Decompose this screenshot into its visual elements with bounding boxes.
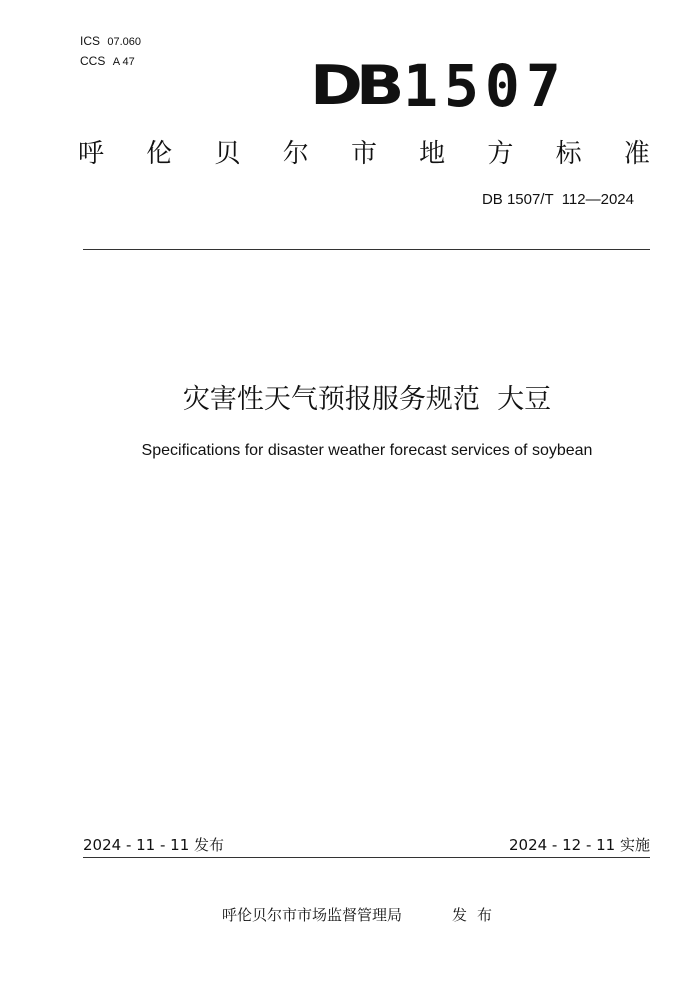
- standard-type-char: 伦: [146, 139, 173, 169]
- standard-type-char: 呼: [78, 139, 105, 169]
- standard-type-char: 标: [555, 139, 582, 169]
- standard-type-char: 贝: [214, 139, 241, 169]
- implement-date: 2024 - 12 - 11 实施: [508, 836, 650, 854]
- ics-code: 07.060: [107, 36, 142, 48]
- publish-label: 发布: [452, 906, 503, 924]
- standard-type-char: 地: [419, 139, 446, 169]
- document-title-english: Specifications for disaster weather forecast services of soybean: [141, 442, 593, 459]
- ccs-label: CCS: [80, 54, 106, 68]
- standard-type-char: 市: [350, 139, 377, 169]
- db-logo: [310, 52, 567, 120]
- standard-type-heading: [78, 136, 650, 176]
- issue-date: 2024 - 11 - 11 发布: [83, 836, 225, 854]
- footer-divider: [83, 857, 650, 858]
- db-logo-number: 1507: [403, 52, 567, 120]
- header-divider: [83, 249, 650, 250]
- standard-type-char: 准: [623, 139, 650, 169]
- ccs-line: [80, 54, 135, 69]
- ics-label: ICS: [80, 34, 101, 48]
- document-title-chinese: 灾害性天气预报服务规范 大豆: [182, 384, 552, 415]
- standard-code: DB 1507/T 112—2024: [481, 191, 634, 208]
- standard-type-char: 尔: [282, 139, 309, 169]
- ccs-code: A 47: [112, 56, 135, 68]
- standard-type-char: 方: [487, 139, 514, 169]
- publisher-name: 呼伦贝尔市市场监督管理局: [222, 906, 403, 924]
- db-logo-letters: DB: [310, 54, 398, 117]
- ics-line: [80, 34, 141, 49]
